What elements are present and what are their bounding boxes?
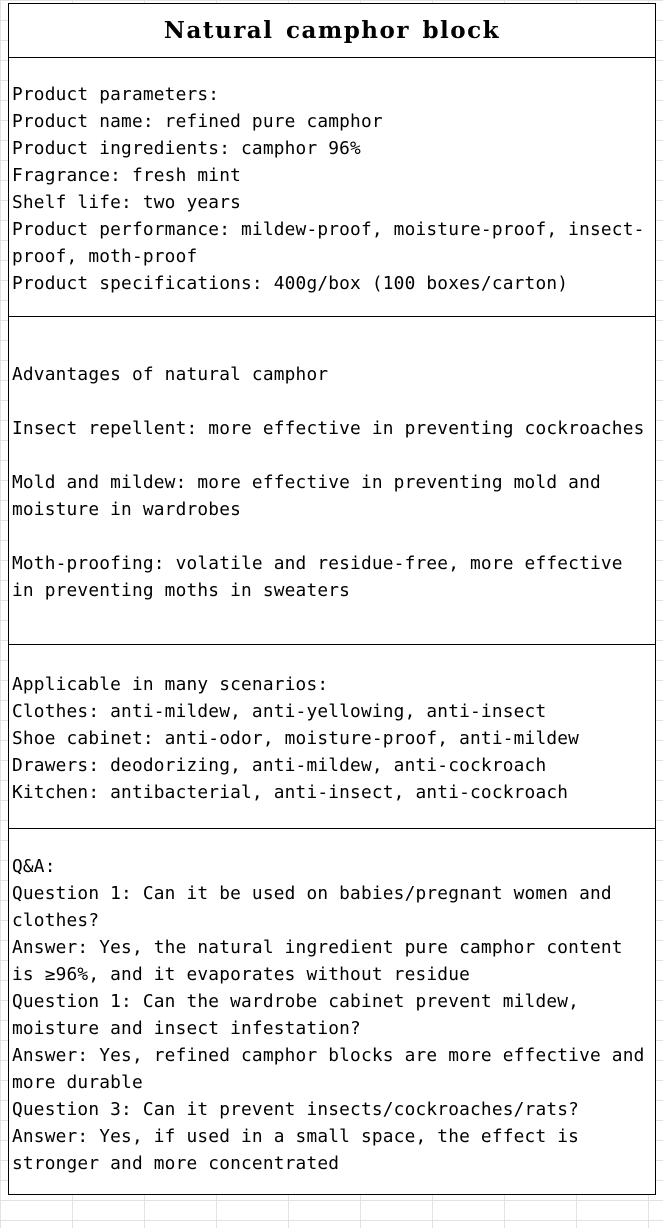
title-cell[interactable] <box>9 4 655 58</box>
product-fragrance: Fragrance: fresh mint <box>12 165 242 186</box>
page-title: Natural camphor block <box>163 17 501 44</box>
scenarios-cell[interactable] <box>9 645 655 829</box>
parameters-cell[interactable] <box>9 57 655 317</box>
blank-line <box>12 388 653 415</box>
advantage-mold-line-2: moisture in wardrobes <box>12 499 242 520</box>
answer-3-line-1: Answer: Yes, if used in a small space, the effect is <box>12 1126 580 1147</box>
answer-2-line-2: more durable <box>12 1072 143 1093</box>
product-specifications: Product specifications: 400g/box (100 boxes/carton) <box>12 273 569 294</box>
question-2-line-1: Question 1: Can the wardrobe cabinet prevent mildew, <box>12 991 580 1012</box>
product-performance-line-2: proof, moth-proof <box>12 246 198 267</box>
scenario-clothes: Clothes: anti-mildew, anti-yellowing, anti-insect <box>12 701 547 722</box>
question-1-line-1: Question 1: Can it be used on babies/pregnant women and <box>12 883 612 904</box>
question-3: Question 3: Can it prevent insects/cockroaches/rats? <box>12 1099 580 1120</box>
product-name: Product name: refined pure camphor <box>12 111 383 132</box>
answer-1-line-2: is ≥96%, and it evaporates without residue <box>12 964 471 985</box>
blank-line <box>12 442 653 469</box>
advantages-heading: Advantages of natural camphor <box>12 364 329 385</box>
parameters-heading: Product parameters: <box>12 84 220 105</box>
scenario-shoe-cabinet: Shoe cabinet: anti-odor, moisture-proof, anti-mildew <box>12 728 580 749</box>
qa-cell[interactable] <box>9 829 655 1194</box>
answer-3-line-2: stronger and more concentrated <box>12 1153 340 1174</box>
advantage-insect: Insect repellent: more effective in preventing cockroaches <box>12 418 645 439</box>
advantages-cell[interactable] <box>9 317 655 645</box>
product-performance-line-1: Product performance: mildew-proof, moisture-proof, insect- <box>12 219 645 240</box>
question-1-line-2: clothes? <box>12 910 100 931</box>
answer-2-line-1: Answer: Yes, refined camphor blocks are more effective and <box>12 1045 645 1066</box>
advantage-moth-line-2: in preventing moths in sweaters <box>12 580 351 601</box>
scenario-drawers: Drawers: deodorizing, anti-mildew, anti-cockroach <box>12 755 547 776</box>
answer-1-line-1: Answer: Yes, the natural ingredient pure camphor content <box>12 937 623 958</box>
advantage-mold-line-1: Mold and mildew: more effective in preventing mold and <box>12 472 601 493</box>
scenario-kitchen: Kitchen: antibacterial, anti-insect, anti-cockroach <box>12 782 569 803</box>
blank-line <box>12 523 653 550</box>
product-shelf-life: Shelf life: two years <box>12 192 242 213</box>
qa-heading: Q&A: <box>12 856 56 877</box>
question-2-line-2: moisture and insect infestation? <box>12 1018 361 1039</box>
product-ingredients: Product ingredients: camphor 96% <box>12 138 361 159</box>
scenarios-heading: Applicable in many scenarios: <box>12 674 329 695</box>
product-sheet <box>8 3 656 1195</box>
advantage-moth-line-1: Moth-proofing: volatile and residue-free, more effective <box>12 553 623 574</box>
